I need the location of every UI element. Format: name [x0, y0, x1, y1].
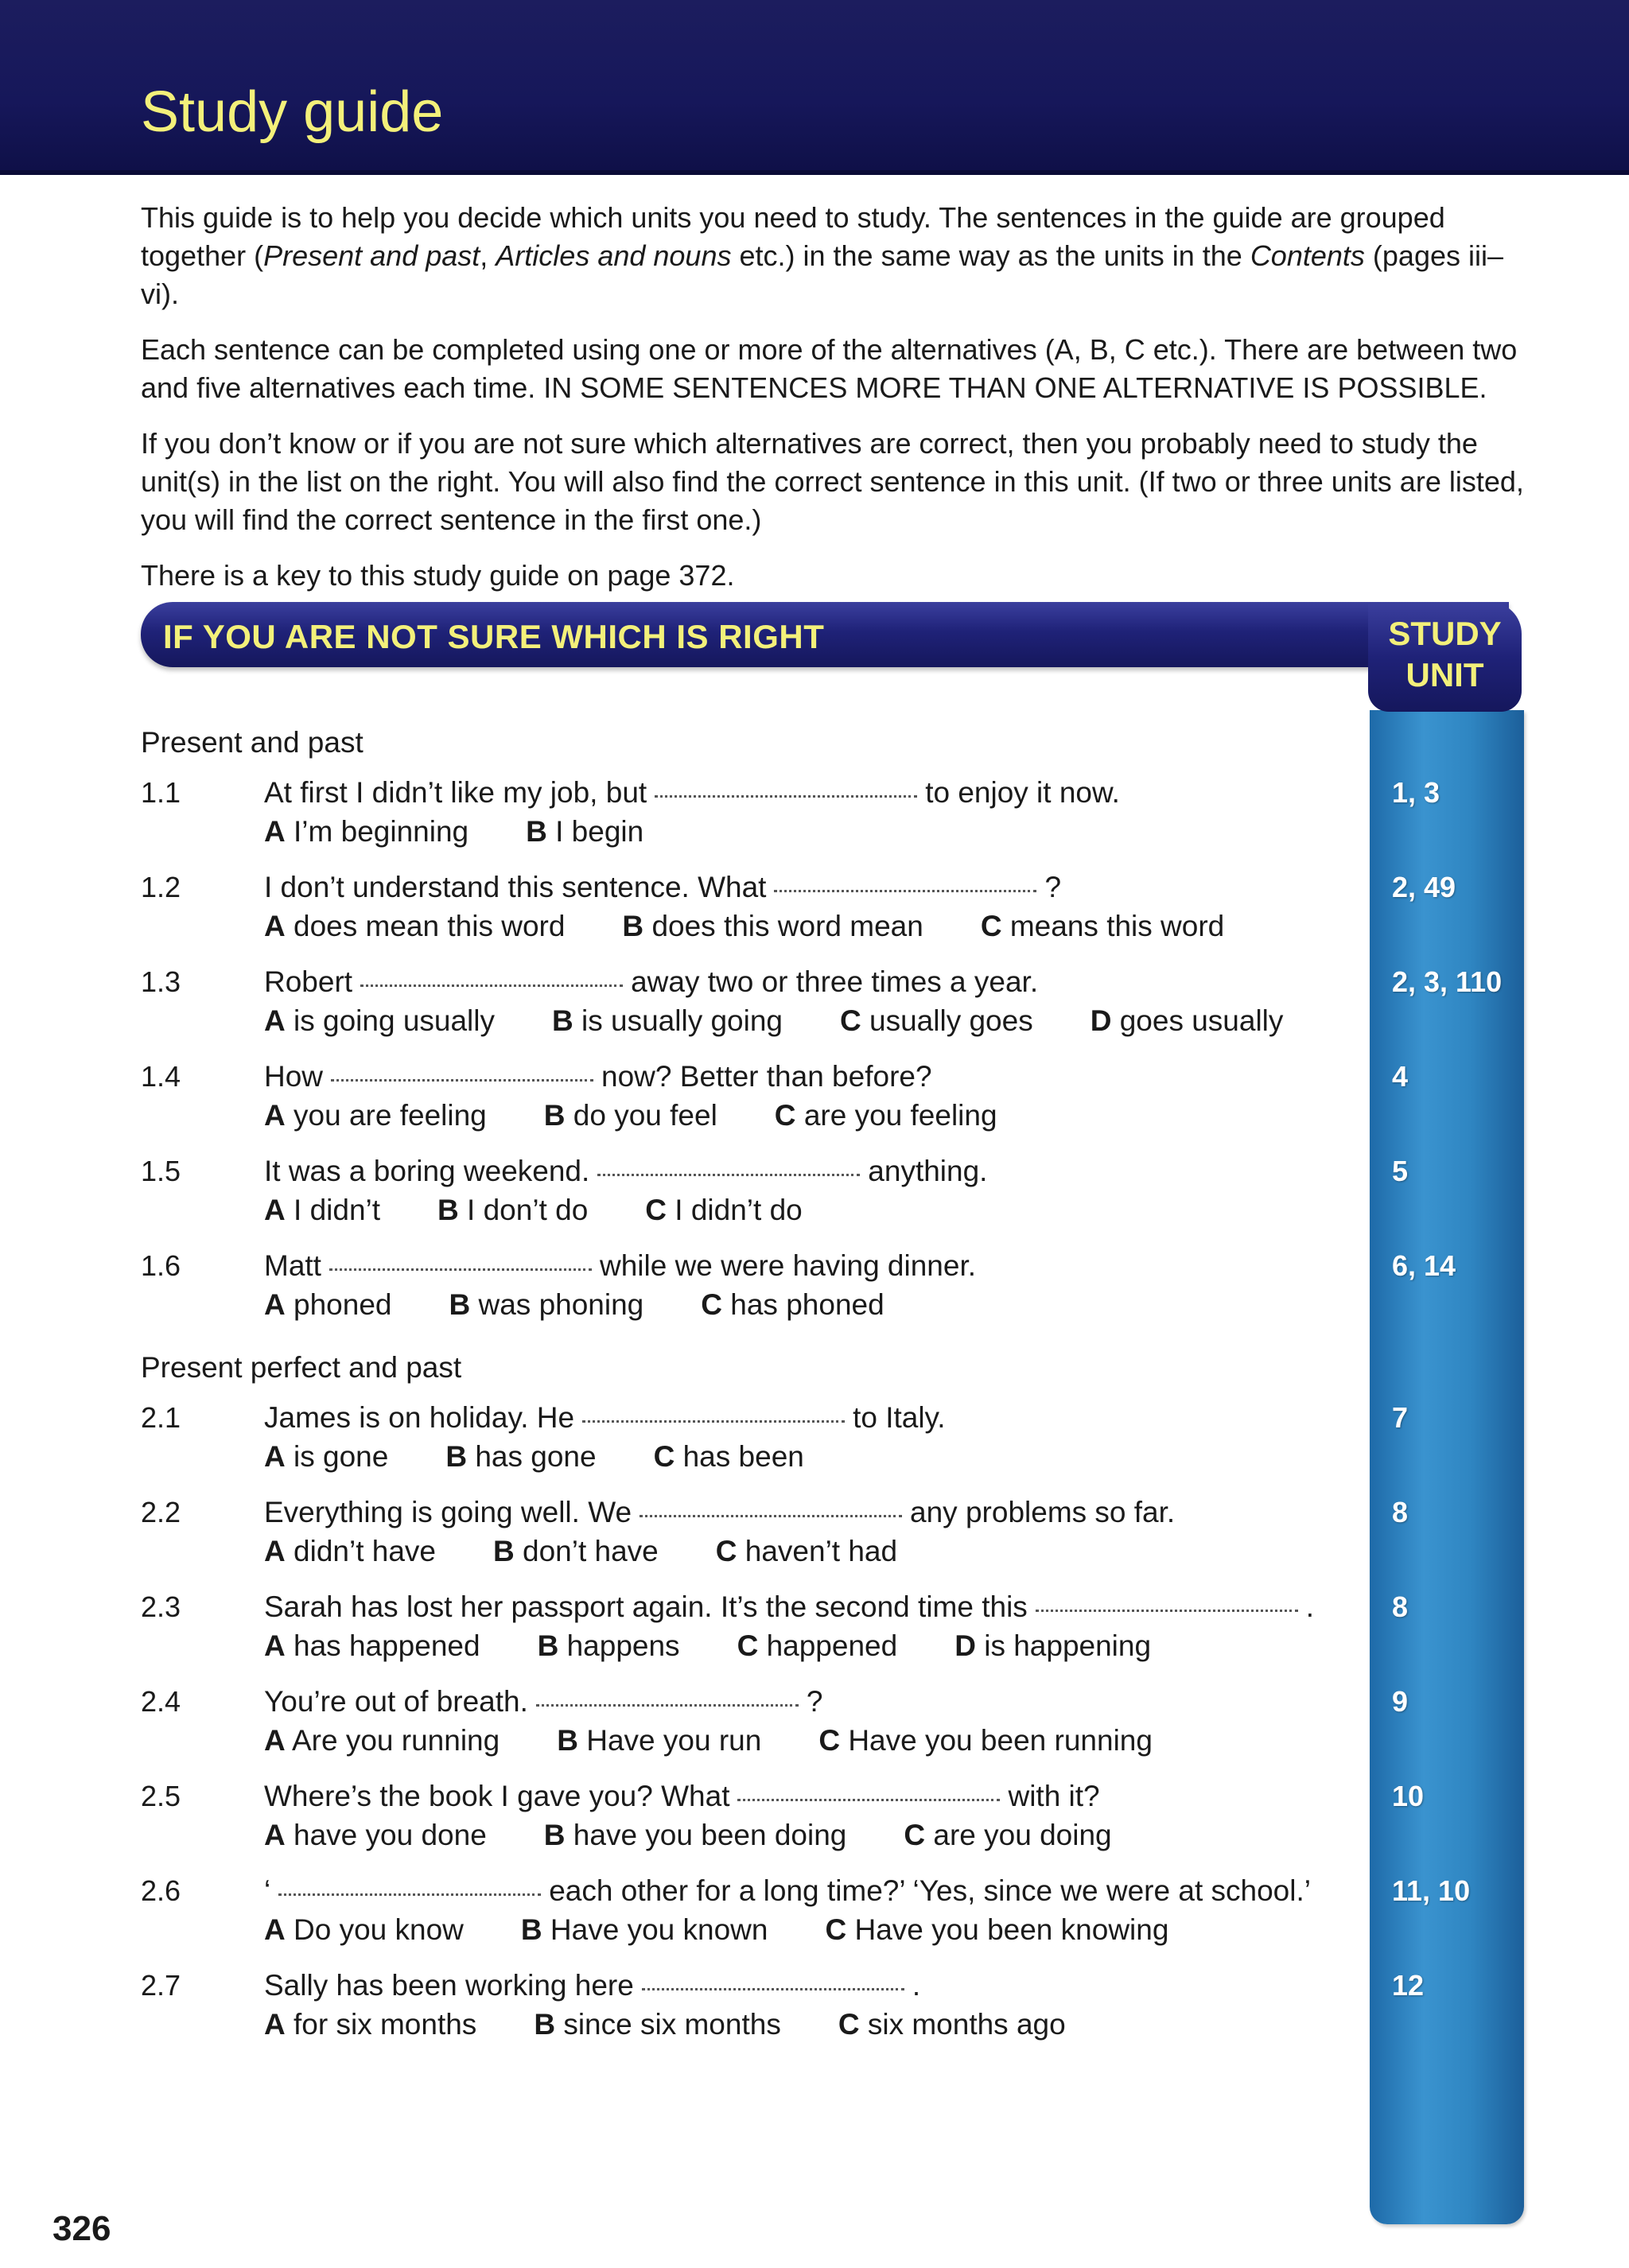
sentence-start: At first I didn’t like my job, but — [264, 776, 647, 809]
option-letter: C — [653, 1440, 675, 1473]
exercise-item — [0, 776, 1629, 856]
option-letter: B — [445, 1440, 468, 1473]
option-text: is gone — [294, 1440, 389, 1473]
item-options — [264, 815, 701, 849]
item-number: 2.3 — [141, 1590, 181, 1623]
option-letter: A — [264, 910, 286, 942]
sentence-end: now? Better than before? — [601, 1060, 932, 1093]
option-letter: B — [534, 2008, 556, 2041]
option-letter: C — [774, 1099, 796, 1132]
option-text: Are you running — [291, 1724, 500, 1757]
option-text: I didn’t do — [675, 1194, 803, 1226]
option-a — [264, 2008, 476, 2041]
item-sentence — [264, 776, 1120, 810]
option-b — [557, 1724, 761, 1757]
option-a — [264, 1004, 495, 1037]
option-b — [544, 1819, 847, 1851]
option-b — [538, 1629, 680, 1662]
sentence-start: Robert — [264, 965, 353, 998]
item-sentence — [264, 871, 1061, 904]
study-unit-label-line2: UNIT — [1405, 656, 1484, 693]
sentence-end: ? — [1044, 871, 1062, 903]
option-b — [534, 2008, 781, 2041]
answer-blank — [774, 890, 1036, 892]
option-a — [264, 1099, 487, 1132]
option-text: Do you know — [294, 1913, 464, 1946]
item-sentence — [264, 1155, 987, 1188]
intro-text — [141, 199, 1541, 612]
sentence-end: . — [1305, 1590, 1315, 1623]
option-letter: B — [526, 815, 547, 848]
option-text: haven’t had — [745, 1535, 898, 1567]
option-letter: B — [492, 1535, 515, 1567]
option-text: are you doing — [933, 1819, 1112, 1851]
item-options — [264, 910, 1281, 943]
intro-paragraph-1: This guide is to help you decide which units you need to study. The sentences in the guide are grouped together (Present and past, Articles and nouns etc.) in the same way as the units in the Contents (pages iii–vi). — [141, 201, 1503, 310]
option-c — [838, 2008, 1066, 2041]
item-number: 1.5 — [141, 1155, 181, 1187]
page-title: Study guide — [141, 80, 444, 144]
banner-title: IF YOU ARE NOT SURE WHICH IS RIGHT — [163, 618, 825, 655]
option-text: don’t have — [523, 1535, 659, 1567]
option-text: Have you known — [550, 1913, 768, 1946]
option-b — [437, 1194, 588, 1226]
study-unit-ref: 12 — [1392, 1969, 1425, 2002]
option-c — [645, 1194, 802, 1226]
option-text: do you feel — [573, 1099, 717, 1132]
study-unit-ref: 8 — [1392, 1496, 1409, 1528]
sentence-start: Sally has been working here — [264, 1969, 634, 2002]
exercise-item — [0, 1780, 1629, 1859]
option-text: Have you been knowing — [854, 1913, 1169, 1946]
sentence-start: James is on holiday. He — [264, 1401, 575, 1434]
option-letter: A — [264, 815, 286, 848]
option-d — [1091, 1004, 1284, 1037]
item-options — [264, 1440, 861, 1474]
sentence-start: I don’t understand this sentence. What — [264, 871, 767, 903]
exercise-item — [0, 1685, 1629, 1765]
option-text: happens — [566, 1629, 680, 1662]
option-letter: B — [520, 1913, 542, 1946]
item-options — [264, 1194, 860, 1227]
option-text: is going usually — [294, 1004, 495, 1037]
exercise-item — [0, 965, 1629, 1045]
option-letter: A — [264, 1629, 286, 1662]
option-text: has been — [682, 1440, 804, 1473]
option-b — [445, 1440, 596, 1473]
section-title: Present perfect and past — [141, 1351, 462, 1384]
option-letter: C — [825, 1913, 847, 1946]
answer-blank — [329, 1268, 592, 1271]
study-unit-ref: 6, 14 — [1392, 1249, 1456, 1282]
option-text: I don’t do — [467, 1194, 589, 1226]
option-d — [954, 1629, 1151, 1662]
item-number: 1.3 — [141, 965, 181, 998]
option-text: have you been doing — [573, 1819, 847, 1851]
sentence-end: anything. — [868, 1155, 988, 1187]
item-number: 2.4 — [141, 1685, 181, 1718]
study-unit-ref: 11, 10 — [1392, 1874, 1471, 1907]
item-options — [264, 1819, 1169, 1852]
study-unit-ref: 5 — [1392, 1155, 1409, 1187]
option-text: has gone — [475, 1440, 597, 1473]
exercise-item — [0, 871, 1629, 950]
option-text: Have you run — [586, 1724, 762, 1757]
answer-blank — [640, 1515, 902, 1517]
option-letter: C — [701, 1288, 722, 1321]
item-options — [264, 1629, 1208, 1663]
option-letter: A — [264, 1440, 286, 1473]
option-letter: C — [838, 2008, 860, 2041]
option-letter: A — [264, 1004, 286, 1037]
exercise-item — [0, 1969, 1629, 2049]
sentence-end: ? — [806, 1685, 823, 1718]
intro-paragraph-3: If you don’t know or if you are not sure which alternatives are correct, then you probably need to study the unit(s) in the list on the right. You will also find the correct sentence in this unit. (If two or three units are listed, you will find the correct sentence in the first one.) — [141, 427, 1524, 536]
answer-blank — [536, 1704, 799, 1707]
option-text: does this word mean — [651, 910, 923, 942]
option-c — [818, 1724, 1153, 1757]
page-number: 326 — [52, 2209, 111, 2248]
option-a — [264, 1724, 500, 1757]
option-text: has phoned — [730, 1288, 884, 1321]
option-letter: A — [264, 1913, 286, 1946]
item-options — [264, 2008, 1123, 2041]
sentence-start: Everything is going well. We — [264, 1496, 632, 1528]
option-letter: A — [264, 1535, 286, 1567]
item-sentence — [264, 1401, 946, 1435]
sentence-end: any problems so far. — [910, 1496, 1176, 1528]
item-number: 1.2 — [141, 871, 181, 903]
item-sentence — [264, 1060, 932, 1093]
option-a — [264, 1629, 480, 1662]
option-letter: A — [264, 1288, 286, 1321]
option-text: is happening — [984, 1629, 1152, 1662]
option-a — [264, 1913, 464, 1946]
item-sentence — [264, 1874, 1311, 1908]
item-options — [264, 1288, 942, 1322]
item-sentence — [264, 965, 1038, 999]
item-sentence — [264, 1590, 1314, 1624]
exercise-item — [0, 1060, 1629, 1140]
option-text: usually goes — [869, 1004, 1033, 1037]
sentence-end: each other for a long time?’ ‘Yes, since we were at school.’ — [549, 1874, 1311, 1907]
intro-paragraph-4: There is a key to this study guide on page 372. — [141, 559, 735, 592]
item-sentence — [264, 1685, 822, 1718]
option-c — [825, 1913, 1168, 1946]
item-options — [264, 1724, 1210, 1757]
option-a — [264, 815, 468, 848]
option-c — [654, 1440, 804, 1473]
item-options — [264, 1099, 1055, 1132]
option-letter: A — [264, 2008, 286, 2041]
option-c — [716, 1535, 897, 1567]
exercise-item — [0, 1496, 1629, 1575]
study-unit-label-line1: STUDY — [1388, 615, 1502, 652]
option-text: goes usually — [1119, 1004, 1284, 1037]
option-text: Have you been running — [848, 1724, 1153, 1757]
answer-blank — [331, 1079, 593, 1082]
item-sentence — [264, 1496, 1175, 1529]
answer-blank — [655, 795, 917, 798]
sentence-start: How — [264, 1060, 324, 1093]
option-letter: B — [449, 1288, 471, 1321]
option-text: are you feeling — [803, 1099, 997, 1132]
option-text: you are feeling — [294, 1099, 487, 1132]
option-c — [701, 1288, 884, 1321]
item-options — [264, 1004, 1340, 1038]
option-letter: C — [737, 1629, 759, 1662]
answer-blank — [642, 1988, 904, 1990]
option-b — [521, 1913, 768, 1946]
sentence-start: Sarah has lost her passport again. It’s the second time this — [264, 1590, 1028, 1623]
sentence-end: with it? — [1008, 1780, 1100, 1812]
intro-paragraph-2: Each sentence can be completed using one or more of the alternatives (A, B, C etc.). There are between two and five alternatives each time. IN SOME SENTENCES MORE THAN ONE ALTERNATIVE IS POSSIBLE. — [141, 333, 1518, 404]
option-a — [264, 1288, 391, 1321]
option-text: is usually going — [581, 1004, 783, 1037]
option-letter: B — [543, 1819, 566, 1851]
option-b — [526, 815, 643, 848]
option-letter: A — [264, 1099, 286, 1132]
option-text: happened — [766, 1629, 898, 1662]
option-letter: B — [622, 910, 644, 942]
option-letter: B — [543, 1099, 566, 1132]
option-text: phoned — [294, 1288, 392, 1321]
option-a — [264, 1819, 487, 1851]
option-letter: A — [264, 1194, 286, 1226]
option-text: since six months — [563, 2008, 781, 2041]
item-number: 1.4 — [141, 1060, 181, 1093]
item-sentence — [264, 1780, 1100, 1813]
option-text: for six months — [294, 2008, 477, 2041]
option-letter: C — [818, 1724, 841, 1757]
option-a — [264, 1535, 436, 1567]
option-text: I’m beginning — [294, 815, 469, 848]
answer-blank — [278, 1893, 541, 1896]
sentence-start: It was a boring weekend. — [264, 1155, 590, 1187]
option-text: I begin — [555, 815, 644, 848]
sentence-start: ‘ — [264, 1874, 271, 1907]
sentence-end: to Italy. — [853, 1401, 946, 1434]
exercise-item — [0, 1590, 1629, 1670]
option-text: does mean this word — [294, 910, 566, 942]
option-letter: C — [645, 1194, 667, 1226]
option-a — [264, 1440, 388, 1473]
option-b — [552, 1004, 783, 1037]
option-letter: C — [904, 1819, 926, 1851]
exercise-item — [0, 1874, 1629, 1954]
item-number: 2.6 — [141, 1874, 181, 1907]
study-unit-ref: 1, 3 — [1392, 776, 1440, 809]
sentence-start: Matt — [264, 1249, 321, 1282]
option-c — [840, 1004, 1033, 1037]
option-letter: C — [980, 910, 1002, 942]
option-c — [981, 910, 1224, 942]
item-number: 2.2 — [141, 1496, 181, 1528]
sentence-start: You’re out of breath. — [264, 1685, 528, 1718]
option-letter: A — [264, 1724, 286, 1757]
answer-blank — [1036, 1610, 1298, 1612]
study-unit-ref: 10 — [1392, 1780, 1425, 1812]
answer-blank — [737, 1799, 1000, 1801]
option-a — [264, 910, 565, 942]
option-b — [544, 1099, 717, 1132]
item-sentence — [264, 1969, 920, 2002]
option-text: means this word — [1009, 910, 1225, 942]
option-c — [775, 1099, 997, 1132]
study-unit-ref: 4 — [1392, 1060, 1409, 1093]
option-b — [449, 1288, 643, 1321]
item-number: 2.5 — [141, 1780, 181, 1812]
option-letter: D — [954, 1629, 976, 1662]
item-options — [264, 1913, 1226, 1947]
option-text: I didn’t — [294, 1194, 381, 1226]
item-number: 2.7 — [141, 1969, 181, 2002]
sentence-start: Where’s the book I gave you? What — [264, 1780, 730, 1812]
exercise-item — [0, 1249, 1629, 1329]
option-letter: D — [1090, 1004, 1112, 1037]
study-unit-ref: 7 — [1392, 1401, 1409, 1434]
option-letter: B — [437, 1194, 459, 1226]
section-title: Present and past — [141, 726, 364, 759]
option-c — [737, 1629, 898, 1662]
option-text: was phoning — [478, 1288, 644, 1321]
option-letter: B — [537, 1629, 559, 1662]
sentence-end: to enjoy it now. — [925, 776, 1120, 809]
sentence-end: . — [912, 1969, 921, 2002]
sentence-end: away two or three times a year. — [631, 965, 1039, 998]
study-unit-ref: 2, 49 — [1392, 871, 1456, 903]
option-letter: C — [715, 1535, 737, 1567]
option-letter: B — [552, 1004, 573, 1037]
option-b — [493, 1535, 659, 1567]
section-banner — [141, 602, 1509, 667]
option-letter: C — [840, 1004, 861, 1037]
option-text: didn’t have — [294, 1535, 436, 1567]
option-text: have you done — [294, 1819, 487, 1851]
exercise-item — [0, 1401, 1629, 1481]
study-unit-ref: 9 — [1392, 1685, 1409, 1718]
option-text: has happened — [294, 1629, 480, 1662]
sentence-end: while we were having dinner. — [599, 1249, 977, 1282]
option-a — [264, 1194, 380, 1226]
option-letter: B — [557, 1724, 578, 1757]
item-number: 1.6 — [141, 1249, 181, 1282]
study-unit-ref: 2, 3, 110 — [1392, 965, 1503, 998]
study-unit-ref: 8 — [1392, 1590, 1409, 1623]
option-b — [622, 910, 923, 942]
answer-blank — [597, 1174, 860, 1176]
answer-blank — [360, 984, 623, 987]
item-number: 1.1 — [141, 776, 181, 809]
option-letter: A — [264, 1819, 286, 1851]
header-band — [0, 0, 1629, 175]
item-sentence — [264, 1249, 976, 1283]
answer-blank — [582, 1420, 845, 1423]
exercise-item — [0, 1155, 1629, 1234]
study-unit-header — [1368, 602, 1522, 712]
item-options — [264, 1535, 954, 1568]
option-c — [904, 1819, 1111, 1851]
item-number: 2.1 — [141, 1401, 181, 1434]
option-text: six months ago — [867, 2008, 1066, 2041]
